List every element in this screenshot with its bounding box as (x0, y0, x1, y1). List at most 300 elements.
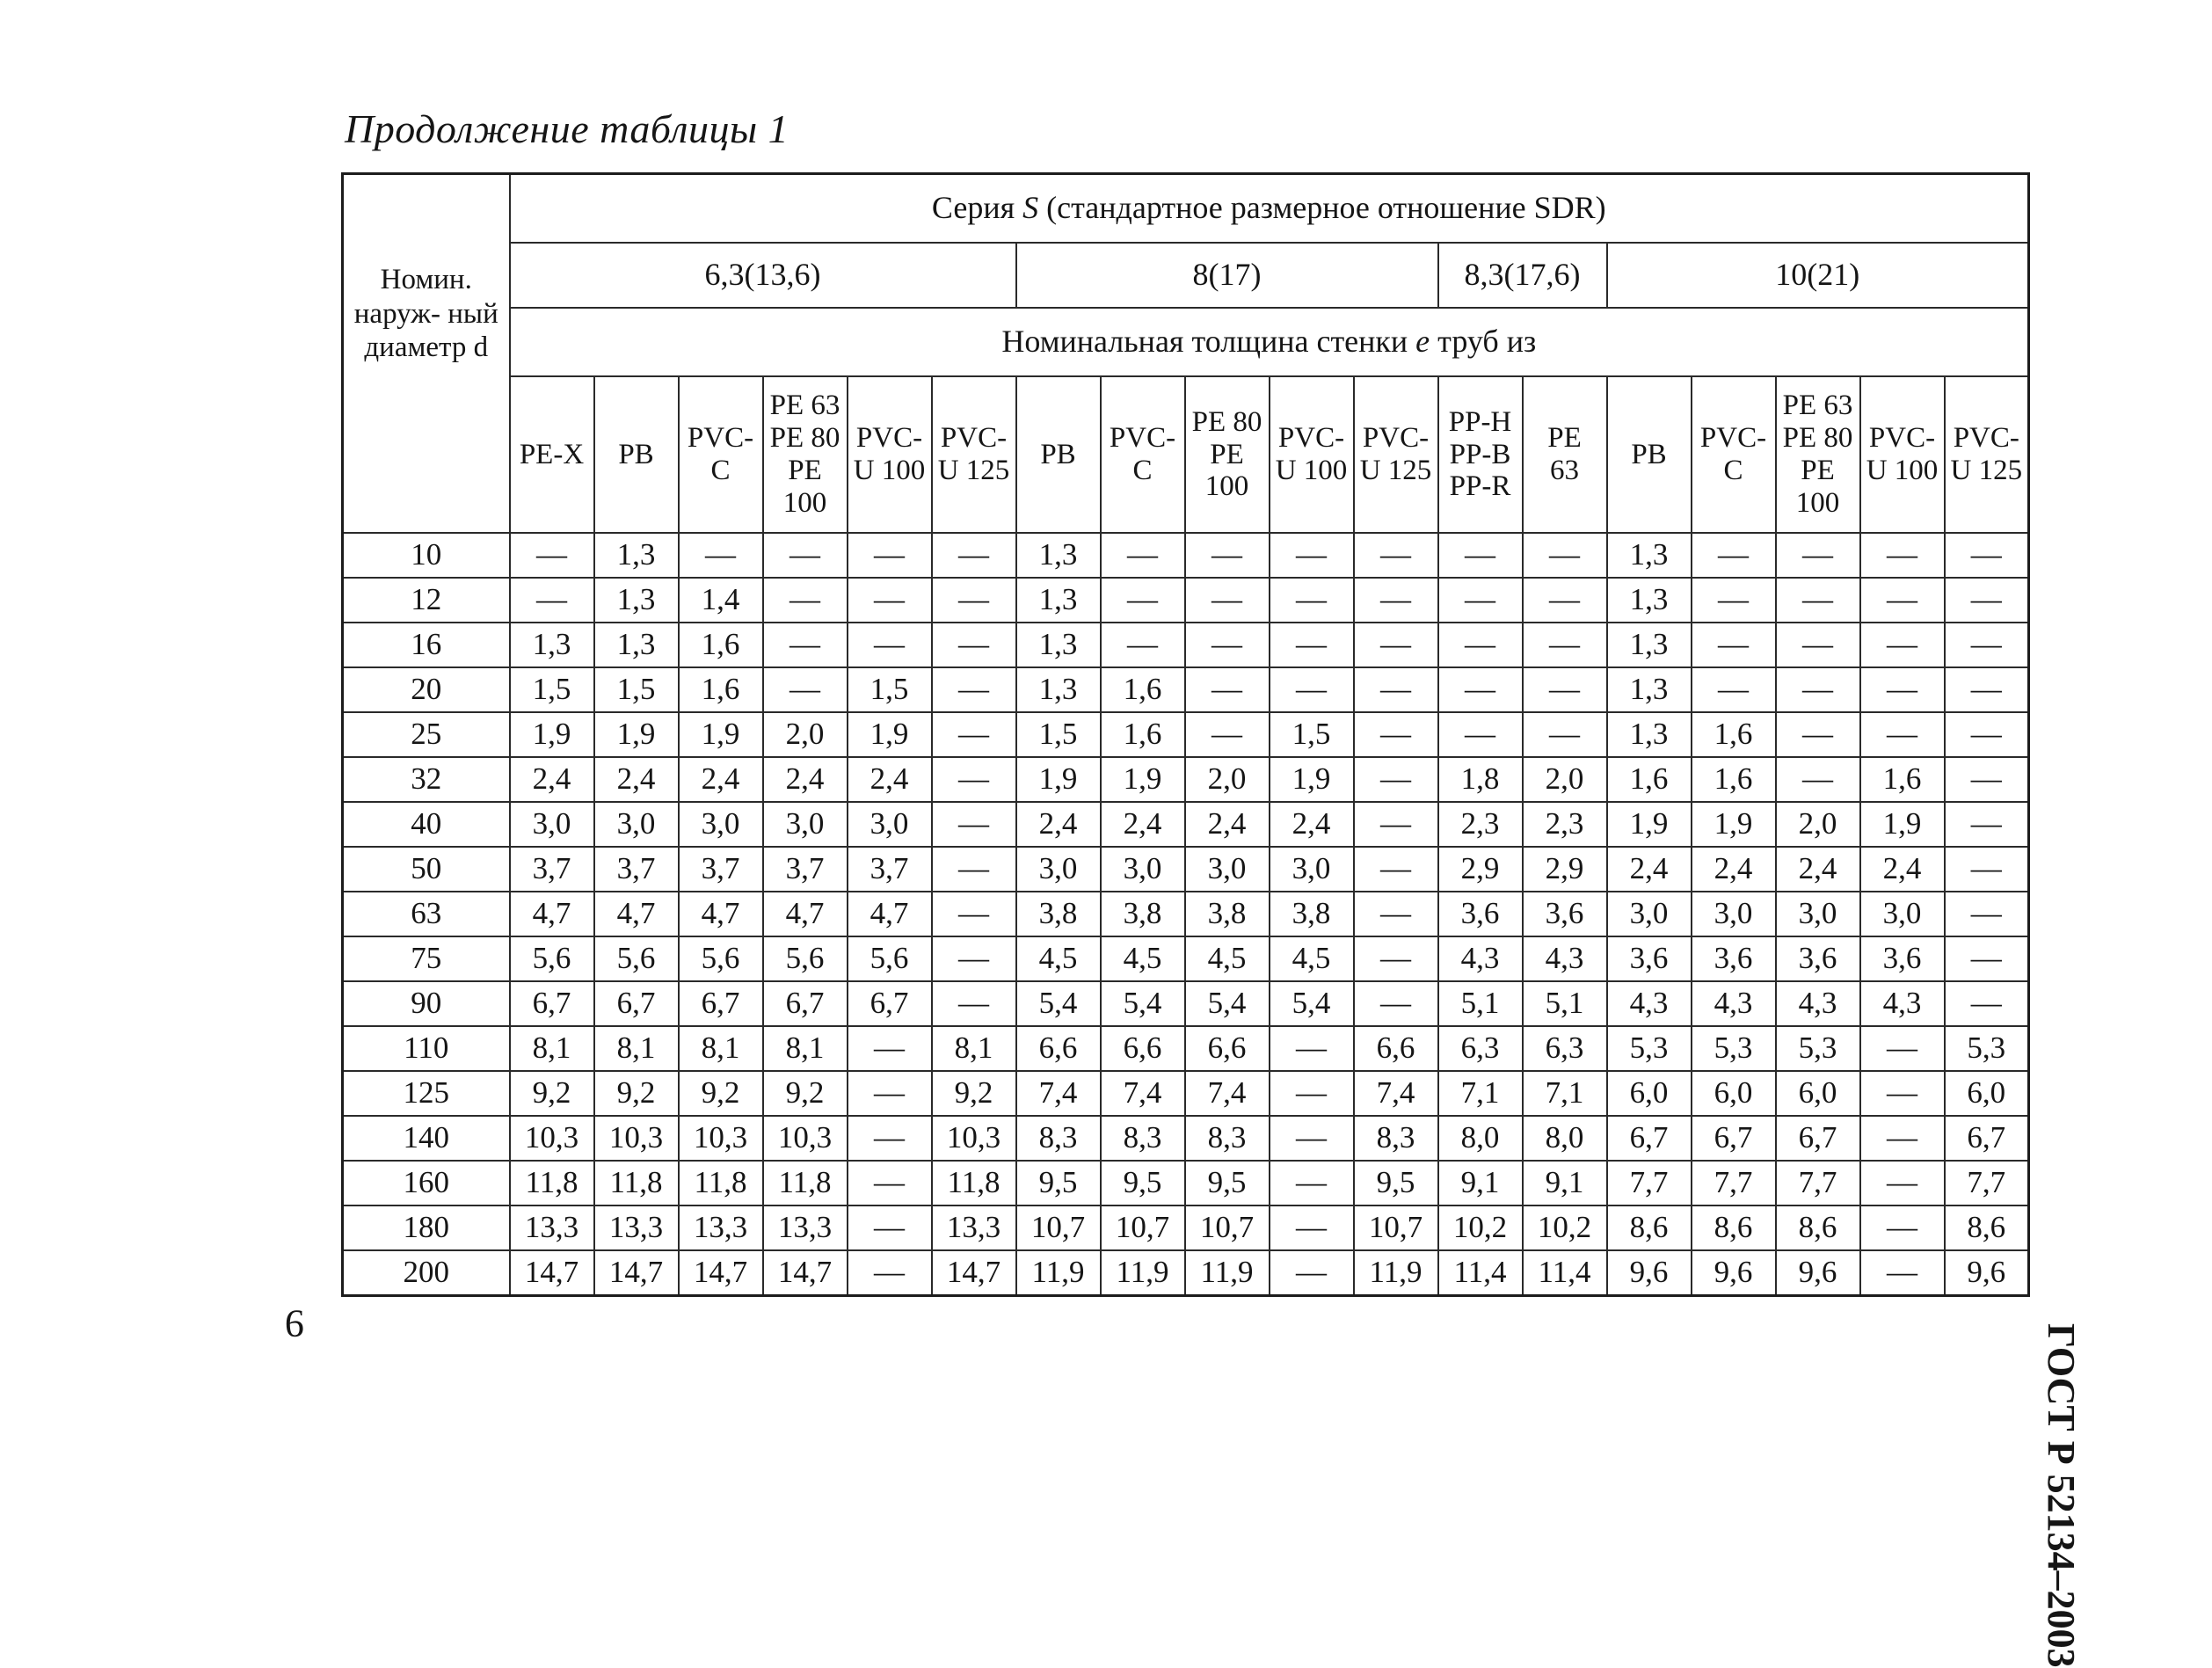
thickness-cell: — (1945, 981, 2029, 1026)
thickness-cell: 11,8 (763, 1161, 848, 1205)
thickness-cell: 1,4 (679, 578, 763, 623)
thickness-cell: 9,1 (1438, 1161, 1523, 1205)
thickness-cell: 2,4 (594, 757, 679, 802)
thickness-cell: 4,5 (1185, 936, 1270, 981)
thickness-cell: — (1270, 1071, 1354, 1116)
thickness-cell: 1,6 (1692, 712, 1776, 757)
thickness-cell: 13,3 (510, 1205, 594, 1250)
thickness-cell: — (1945, 757, 2029, 802)
thickness-cell: — (1776, 533, 1860, 578)
thickness-cell: — (1270, 1250, 1354, 1296)
material-header: PE 63 PE 80 PE 100 (1776, 376, 1860, 533)
header-row-sdr (343, 243, 2029, 308)
thickness-cell: 1,3 (1607, 712, 1692, 757)
thickness-cell: — (932, 667, 1016, 712)
material-header: PB (594, 376, 679, 533)
thickness-cell: — (932, 712, 1016, 757)
thickness-cell: 8,1 (594, 1026, 679, 1071)
thickness-cell: 7,7 (1776, 1161, 1860, 1205)
diameter-cell: 90 (343, 981, 510, 1026)
thickness-cell: 1,9 (594, 712, 679, 757)
thickness-cell: 3,0 (1776, 892, 1860, 936)
thickness-cell: — (1185, 578, 1270, 623)
thickness-cell: 14,7 (679, 1250, 763, 1296)
thickness-cell: 13,3 (594, 1205, 679, 1250)
thickness-cell: — (1354, 757, 1438, 802)
thickness-cell: 2,3 (1438, 802, 1523, 847)
thickness-cell: — (1270, 1116, 1354, 1161)
thickness-cell: 2,0 (1523, 757, 1607, 802)
thickness-cell: 2,4 (848, 757, 932, 802)
thickness-cell: 10,3 (594, 1116, 679, 1161)
thickness-cell: — (1945, 802, 2029, 847)
thickness-cell: 9,2 (932, 1071, 1016, 1116)
thickness-cell: — (1185, 623, 1270, 667)
thickness-cell: 6,7 (1692, 1116, 1776, 1161)
thickness-cell: 1,3 (1016, 623, 1101, 667)
thickness-cell: 10,3 (679, 1116, 763, 1161)
thickness-cell: 1,6 (679, 623, 763, 667)
diameter-cell: 180 (343, 1205, 510, 1250)
thickness-cell: 6,7 (1776, 1116, 1860, 1161)
thickness-cell: — (848, 1071, 932, 1116)
thickness-cell: — (1776, 757, 1860, 802)
thickness-cell: 2,4 (1607, 847, 1692, 892)
thickness-cell: 7,4 (1185, 1071, 1270, 1116)
material-header: PVC- U 125 (1354, 376, 1438, 533)
thickness-cell: 11,4 (1438, 1250, 1523, 1296)
thickness-cell: 6,6 (1185, 1026, 1270, 1071)
thickness-cell: 6,7 (1607, 1116, 1692, 1161)
thickness-cell: 7,1 (1523, 1071, 1607, 1116)
thickness-cell: 4,3 (1438, 936, 1523, 981)
thickness-cell: 1,9 (1860, 802, 1945, 847)
thickness-cell: 6,6 (1016, 1026, 1101, 1071)
thickness-cell: 1,9 (1607, 802, 1692, 847)
thickness-cell: 11,9 (1185, 1250, 1270, 1296)
thickness-cell: 1,6 (1607, 757, 1692, 802)
thickness-cell: — (763, 533, 848, 578)
thickness-cell: 9,5 (1101, 1161, 1185, 1205)
thickness-cell: 8,3 (1354, 1116, 1438, 1161)
thickness-cell: 8,6 (1692, 1205, 1776, 1250)
thickness-cell: 2,3 (1523, 802, 1607, 847)
thickness-cell: 5,3 (1776, 1026, 1860, 1071)
thickness-cell: — (1354, 578, 1438, 623)
material-header: PP-H PP-B PP-R (1438, 376, 1523, 533)
material-header: PB (1016, 376, 1101, 533)
thickness-cell: 3,8 (1185, 892, 1270, 936)
thickness-cell: 1,9 (1270, 757, 1354, 802)
thickness-cell: 14,7 (594, 1250, 679, 1296)
thickness-cell: 3,0 (1270, 847, 1354, 892)
thickness-cell: 11,8 (594, 1161, 679, 1205)
thickness-cell: 1,3 (1607, 578, 1692, 623)
thickness-cell: 4,3 (1860, 981, 1945, 1026)
thickness-cell: 10,7 (1101, 1205, 1185, 1250)
wall-thickness-table (341, 172, 2030, 1297)
thickness-cell: 8,1 (763, 1026, 848, 1071)
thickness-cell: 3,7 (679, 847, 763, 892)
diameter-header: Номин. наруж- ный диаметр d (343, 174, 510, 534)
table-row (343, 1071, 2029, 1116)
thickness-cell: — (1945, 936, 2029, 981)
thickness-cell: 5,6 (594, 936, 679, 981)
thickness-cell: 5,4 (1185, 981, 1270, 1026)
thickness-cell: — (1354, 936, 1438, 981)
thickness-cell: 6,0 (1776, 1071, 1860, 1116)
wall-thickness-header: Номинальная толщина стенки e труб из (510, 308, 2029, 376)
material-header: PVC- U 125 (1945, 376, 2029, 533)
thickness-cell: — (932, 802, 1016, 847)
thickness-cell: — (932, 981, 1016, 1026)
thickness-cell: 8,3 (1016, 1116, 1101, 1161)
material-header: PE-X (510, 376, 594, 533)
diameter-cell: 12 (343, 578, 510, 623)
thickness-cell: 2,4 (1270, 802, 1354, 847)
thickness-cell: 9,2 (594, 1071, 679, 1116)
table-header (343, 174, 2029, 534)
thickness-cell: — (1692, 667, 1776, 712)
material-header: PVC- U 100 (848, 376, 932, 533)
thickness-cell: — (1860, 1116, 1945, 1161)
thickness-cell: 4,7 (679, 892, 763, 936)
thickness-cell: 3,0 (1860, 892, 1945, 936)
thickness-cell: — (1270, 1205, 1354, 1250)
material-header: PE 63 (1523, 376, 1607, 533)
diameter-cell: 63 (343, 892, 510, 936)
thickness-cell: 2,4 (1860, 847, 1945, 892)
table-body (343, 533, 2029, 1296)
thickness-cell: 8,6 (1945, 1205, 2029, 1250)
thickness-cell: 6,7 (763, 981, 848, 1026)
thickness-cell: 9,5 (1016, 1161, 1101, 1205)
thickness-cell: 2,0 (1185, 757, 1270, 802)
table-row (343, 1205, 2029, 1250)
table-row (343, 892, 2029, 936)
thickness-cell: 11,8 (679, 1161, 763, 1205)
thickness-cell: 3,0 (679, 802, 763, 847)
thickness-cell: — (1270, 1026, 1354, 1071)
thickness-cell: 1,6 (1692, 757, 1776, 802)
thickness-cell: 13,3 (679, 1205, 763, 1250)
thickness-cell: 3,0 (763, 802, 848, 847)
diameter-cell: 140 (343, 1116, 510, 1161)
thickness-cell: — (1354, 533, 1438, 578)
thickness-cell: 3,7 (594, 847, 679, 892)
thickness-cell: 1,5 (1016, 712, 1101, 757)
thickness-cell: — (1438, 623, 1523, 667)
thickness-cell: 8,3 (1101, 1116, 1185, 1161)
thickness-cell: 1,9 (848, 712, 932, 757)
thickness-cell: 6,6 (1354, 1026, 1438, 1071)
thickness-cell: — (1692, 578, 1776, 623)
thickness-cell: 5,6 (679, 936, 763, 981)
table-row (343, 533, 2029, 578)
thickness-cell: — (1523, 712, 1607, 757)
thickness-cell: 9,6 (1692, 1250, 1776, 1296)
thickness-cell: — (1438, 533, 1523, 578)
thickness-cell: 9,2 (679, 1071, 763, 1116)
thickness-cell: 2,4 (1016, 802, 1101, 847)
thickness-cell: 3,0 (510, 802, 594, 847)
table-row (343, 712, 2029, 757)
thickness-cell: 7,1 (1438, 1071, 1523, 1116)
thickness-cell: 3,0 (848, 802, 932, 847)
thickness-cell: 3,0 (1101, 847, 1185, 892)
thickness-cell: — (763, 667, 848, 712)
thickness-cell: — (848, 623, 932, 667)
thickness-cell: — (1185, 667, 1270, 712)
thickness-cell: 11,9 (1101, 1250, 1185, 1296)
thickness-cell: 3,0 (1016, 847, 1101, 892)
thickness-cell: 1,8 (1438, 757, 1523, 802)
thickness-cell: — (1354, 667, 1438, 712)
thickness-cell: — (1945, 623, 2029, 667)
thickness-cell: 9,5 (1354, 1161, 1438, 1205)
diameter-cell: 75 (343, 936, 510, 981)
thickness-cell: 6,7 (1945, 1116, 2029, 1161)
thickness-cell: 3,6 (1692, 936, 1776, 981)
thickness-cell: 1,3 (1607, 533, 1692, 578)
material-header: PVC- C (679, 376, 763, 533)
thickness-cell: 6,7 (594, 981, 679, 1026)
material-header: PVC- U 100 (1270, 376, 1354, 533)
thickness-cell: 5,3 (1692, 1026, 1776, 1071)
thickness-cell: 3,6 (1607, 936, 1692, 981)
material-header: PE 63 PE 80 PE 100 (763, 376, 848, 533)
thickness-cell: — (1776, 712, 1860, 757)
table-row (343, 1161, 2029, 1205)
thickness-cell: — (1438, 712, 1523, 757)
thickness-cell: — (1860, 533, 1945, 578)
table-row (343, 936, 2029, 981)
thickness-cell: 1,3 (510, 623, 594, 667)
thickness-cell: 5,1 (1438, 981, 1523, 1026)
thickness-cell: 7,4 (1354, 1071, 1438, 1116)
thickness-cell: 6,7 (848, 981, 932, 1026)
thickness-cell: 2,4 (1101, 802, 1185, 847)
thickness-cell: — (1354, 623, 1438, 667)
thickness-cell: 5,3 (1945, 1026, 2029, 1071)
thickness-cell: 2,0 (763, 712, 848, 757)
thickness-cell: 8,0 (1438, 1116, 1523, 1161)
material-header: PVC- U 125 (932, 376, 1016, 533)
thickness-cell: 1,6 (679, 667, 763, 712)
thickness-cell: 8,6 (1607, 1205, 1692, 1250)
sdr-group-header: 6,3(13,6) (510, 243, 1016, 308)
thickness-cell: — (1860, 623, 1945, 667)
thickness-cell: 10,7 (1185, 1205, 1270, 1250)
thickness-cell: — (932, 936, 1016, 981)
thickness-cell: — (848, 1161, 932, 1205)
thickness-cell: 8,0 (1523, 1116, 1607, 1161)
series-header: Серия S (стандартное размерное отношение SDR) (510, 174, 2029, 244)
diameter-cell: 110 (343, 1026, 510, 1071)
thickness-cell: — (1523, 623, 1607, 667)
thickness-cell: 1,3 (1607, 667, 1692, 712)
table-row (343, 757, 2029, 802)
thickness-cell: — (1354, 847, 1438, 892)
thickness-cell: — (932, 757, 1016, 802)
thickness-cell: 11,9 (1016, 1250, 1101, 1296)
thickness-cell: 3,6 (1860, 936, 1945, 981)
thickness-cell: — (1860, 667, 1945, 712)
thickness-cell: 14,7 (932, 1250, 1016, 1296)
thickness-cell: 3,8 (1270, 892, 1354, 936)
thickness-cell: 1,9 (679, 712, 763, 757)
thickness-cell: 5,6 (848, 936, 932, 981)
thickness-cell: — (1270, 578, 1354, 623)
thickness-cell: 1,9 (510, 712, 594, 757)
thickness-cell: 1,6 (1101, 667, 1185, 712)
thickness-cell: 10,7 (1016, 1205, 1101, 1250)
thickness-cell: 1,6 (1101, 712, 1185, 757)
thickness-cell: — (932, 847, 1016, 892)
thickness-cell: 10,3 (510, 1116, 594, 1161)
thickness-cell: 14,7 (763, 1250, 848, 1296)
thickness-cell: — (1860, 1250, 1945, 1296)
thickness-cell: 1,3 (594, 533, 679, 578)
thickness-cell: 10,3 (932, 1116, 1016, 1161)
thickness-cell: 2,4 (510, 757, 594, 802)
material-header: PVC- C (1101, 376, 1185, 533)
thickness-cell: — (848, 1205, 932, 1250)
thickness-cell: 10,2 (1523, 1205, 1607, 1250)
thickness-cell: 11,8 (932, 1161, 1016, 1205)
thickness-cell: — (1945, 667, 2029, 712)
thickness-cell: 7,4 (1101, 1071, 1185, 1116)
thickness-cell: — (932, 533, 1016, 578)
table-row (343, 667, 2029, 712)
thickness-cell: — (1523, 667, 1607, 712)
header-row-series (343, 174, 2029, 244)
thickness-cell: 8,1 (510, 1026, 594, 1071)
sdr-group-header: 10(21) (1607, 243, 2029, 308)
diameter-cell: 20 (343, 667, 510, 712)
thickness-cell: 3,0 (1607, 892, 1692, 936)
thickness-cell: 4,5 (1101, 936, 1185, 981)
thickness-cell: 4,7 (763, 892, 848, 936)
thickness-cell: — (932, 623, 1016, 667)
diameter-cell: 200 (343, 1250, 510, 1296)
thickness-cell: — (1354, 712, 1438, 757)
thickness-cell: 1,5 (510, 667, 594, 712)
thickness-cell: — (1692, 533, 1776, 578)
thickness-cell: — (1945, 847, 2029, 892)
thickness-cell: — (1860, 1071, 1945, 1116)
thickness-cell: — (1860, 712, 1945, 757)
thickness-cell: 4,3 (1692, 981, 1776, 1026)
thickness-cell: 7,7 (1607, 1161, 1692, 1205)
thickness-cell: 3,6 (1438, 892, 1523, 936)
diameter-cell: 125 (343, 1071, 510, 1116)
thickness-cell: 6,3 (1523, 1026, 1607, 1071)
thickness-cell: 1,3 (1016, 667, 1101, 712)
thickness-cell: 10,7 (1354, 1205, 1438, 1250)
thickness-cell: 5,6 (763, 936, 848, 981)
thickness-cell: 5,4 (1016, 981, 1101, 1026)
thickness-cell: — (1860, 1205, 1945, 1250)
thickness-cell: — (1354, 892, 1438, 936)
thickness-cell: 4,7 (594, 892, 679, 936)
thickness-cell: — (1860, 1161, 1945, 1205)
thickness-cell: — (1776, 578, 1860, 623)
material-header: PVC- C (1692, 376, 1776, 533)
table-row (343, 623, 2029, 667)
sdr-group-header: 8,3(17,6) (1438, 243, 1607, 308)
thickness-cell: — (510, 533, 594, 578)
thickness-cell: 9,2 (510, 1071, 594, 1116)
thickness-cell: — (1354, 802, 1438, 847)
document-code: ГОСТ Р 52134–2003 (2040, 1323, 2083, 1668)
thickness-cell: 13,3 (932, 1205, 1016, 1250)
thickness-cell: 1,6 (1860, 757, 1945, 802)
table-container (341, 172, 2030, 1297)
thickness-cell: 6,7 (679, 981, 763, 1026)
table-caption: Продолжение таблицы 1 (345, 106, 789, 151)
thickness-cell: 4,3 (1776, 981, 1860, 1026)
thickness-cell: 7,4 (1016, 1071, 1101, 1116)
diameter-cell: 50 (343, 847, 510, 892)
thickness-cell: 5,4 (1270, 981, 1354, 1026)
thickness-cell: 6,3 (1438, 1026, 1523, 1071)
thickness-cell: 2,0 (1776, 802, 1860, 847)
thickness-cell: 11,8 (510, 1161, 594, 1205)
thickness-cell: 3,8 (1101, 892, 1185, 936)
thickness-cell: — (848, 1026, 932, 1071)
thickness-cell: — (848, 1250, 932, 1296)
material-header: PE 80 PE 100 (1185, 376, 1270, 533)
sdr-group-header: 8(17) (1016, 243, 1438, 308)
thickness-cell: — (1776, 623, 1860, 667)
thickness-cell: — (1776, 667, 1860, 712)
thickness-cell: — (932, 578, 1016, 623)
thickness-cell: — (1438, 667, 1523, 712)
thickness-cell: — (1523, 533, 1607, 578)
header-row-materials (343, 376, 2029, 533)
thickness-cell: 8,1 (679, 1026, 763, 1071)
thickness-cell: 1,5 (1270, 712, 1354, 757)
thickness-cell: 6,0 (1692, 1071, 1776, 1116)
material-header: PVC- U 100 (1860, 376, 1945, 533)
thickness-cell: 3,0 (1692, 892, 1776, 936)
thickness-cell: — (1945, 533, 2029, 578)
thickness-cell: 3,6 (1523, 892, 1607, 936)
thickness-cell: — (1185, 533, 1270, 578)
thickness-cell: 5,1 (1523, 981, 1607, 1026)
thickness-cell: 4,3 (1523, 936, 1607, 981)
thickness-cell: 7,7 (1692, 1161, 1776, 1205)
thickness-cell: 1,5 (594, 667, 679, 712)
thickness-cell: 10,2 (1438, 1205, 1523, 1250)
thickness-cell: 2,4 (679, 757, 763, 802)
diameter-cell: 25 (343, 712, 510, 757)
thickness-cell: 5,3 (1607, 1026, 1692, 1071)
thickness-cell: 5,4 (1101, 981, 1185, 1026)
thickness-cell: — (679, 533, 763, 578)
thickness-cell: 9,2 (763, 1071, 848, 1116)
diameter-cell: 10 (343, 533, 510, 578)
table-row (343, 802, 2029, 847)
thickness-cell: 1,3 (1016, 578, 1101, 623)
thickness-cell: — (1270, 1161, 1354, 1205)
table-row (343, 981, 2029, 1026)
table-row (343, 1026, 2029, 1071)
thickness-cell: 1,3 (594, 578, 679, 623)
thickness-cell: — (1185, 712, 1270, 757)
thickness-cell: 2,4 (763, 757, 848, 802)
